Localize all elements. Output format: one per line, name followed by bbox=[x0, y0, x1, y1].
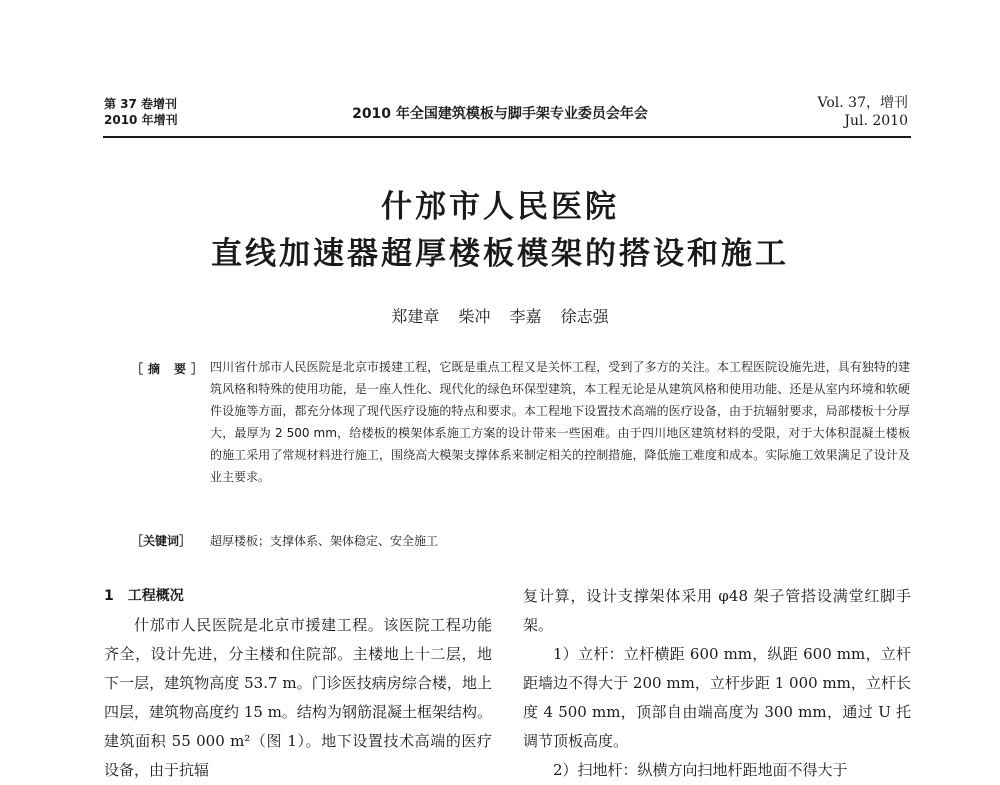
paper-title-line-2: 直线加速器超厚楼板模架的搭设和施工 bbox=[211, 236, 789, 272]
abstract-label: ［摘 要］ bbox=[131, 362, 203, 376]
body-paragraph: 什邡市人民医院是北京市援建工程。该医院工程功能齐全，设计先进，分主楼和住院部。主楼地上十二层，地下一层，建筑物高度 53.7 m。门诊医技病房综合楼，地上四层，建筑物高度约 15 m。结构为钢筋混凝土框架结构。建筑面积 55 000 m²（图 1）。地下设置技术高端的医疗设备，由于抗辐 bbox=[104, 616, 492, 779]
body-column-left bbox=[104, 582, 492, 785]
keywords-text: 超厚楼板；支撑体系、架体稳定、安全施工 bbox=[210, 534, 439, 548]
body-paragraph: 复计算，设计支撑架体采用 φ48 架子管搭设满堂红脚手架。 bbox=[523, 587, 911, 634]
section-heading: 1 工程概况 bbox=[104, 588, 184, 604]
header-rule bbox=[103, 136, 911, 138]
body-paragraph: 2）扫地杆：纵横方向扫地杆距地面不得大于 bbox=[553, 761, 848, 779]
volume-label-en: Vol. 37，增刊 bbox=[817, 95, 908, 111]
keywords-label: ［关键词］ bbox=[131, 534, 192, 548]
author-list: 郑建章 柴冲 李嘉 徐志强 bbox=[391, 307, 609, 326]
running-header-right bbox=[818, 94, 908, 130]
issue-date-en: Jul. 2010 bbox=[844, 113, 908, 129]
running-header-center: 2010 年全国建筑模板与脚手架专业委员会年会 bbox=[352, 106, 648, 122]
body-paragraph: 1）立杆：立杆横距 600 mm，纵距 600 mm，立杆距墙边不得大于 200 mm，立杆步距 1 000 mm，立杆长度 4 500 mm，顶部自由端高度为 300 mm，通过 U 托调节顶板高度。 bbox=[523, 645, 911, 750]
volume-label: 第 37 卷增刊 bbox=[104, 97, 178, 111]
issue-label: 2010 年增刊 bbox=[104, 113, 178, 127]
body-column-right bbox=[523, 582, 911, 785]
paper-title-line-1: 什邡市人民医院 bbox=[381, 189, 619, 225]
abstract-text: 四川省什邡市人民医院是北京市援建工程，它既是重点工程又是关怀工程，受到了多方的关注。本工程医院设施先进，具有独特的建筑风格和特殊的使用功能，是一座人性化、现代化的绿色环保型建筑，本工程无论是从建筑风格和使用功能、还是从室内环境和软硬件设施等方面，都充分体现了现代医疗设施的特点和要求。本工程地下设置技术高端的医疗设备，由于抗辐射要求，局部楼板十分厚大，最厚为 2 500 mm，给楼板的模架体系施工方案的设计带来一些困难。由于四川地区建筑材料的受限，对于大体积混凝土楼板的施工采用了常规材料进行施工，围绕高大模架支撑体系来制定相关的控制措施，降低施工难度和成本。实际施工效果满足了设计及业主要求。 bbox=[210, 360, 910, 484]
